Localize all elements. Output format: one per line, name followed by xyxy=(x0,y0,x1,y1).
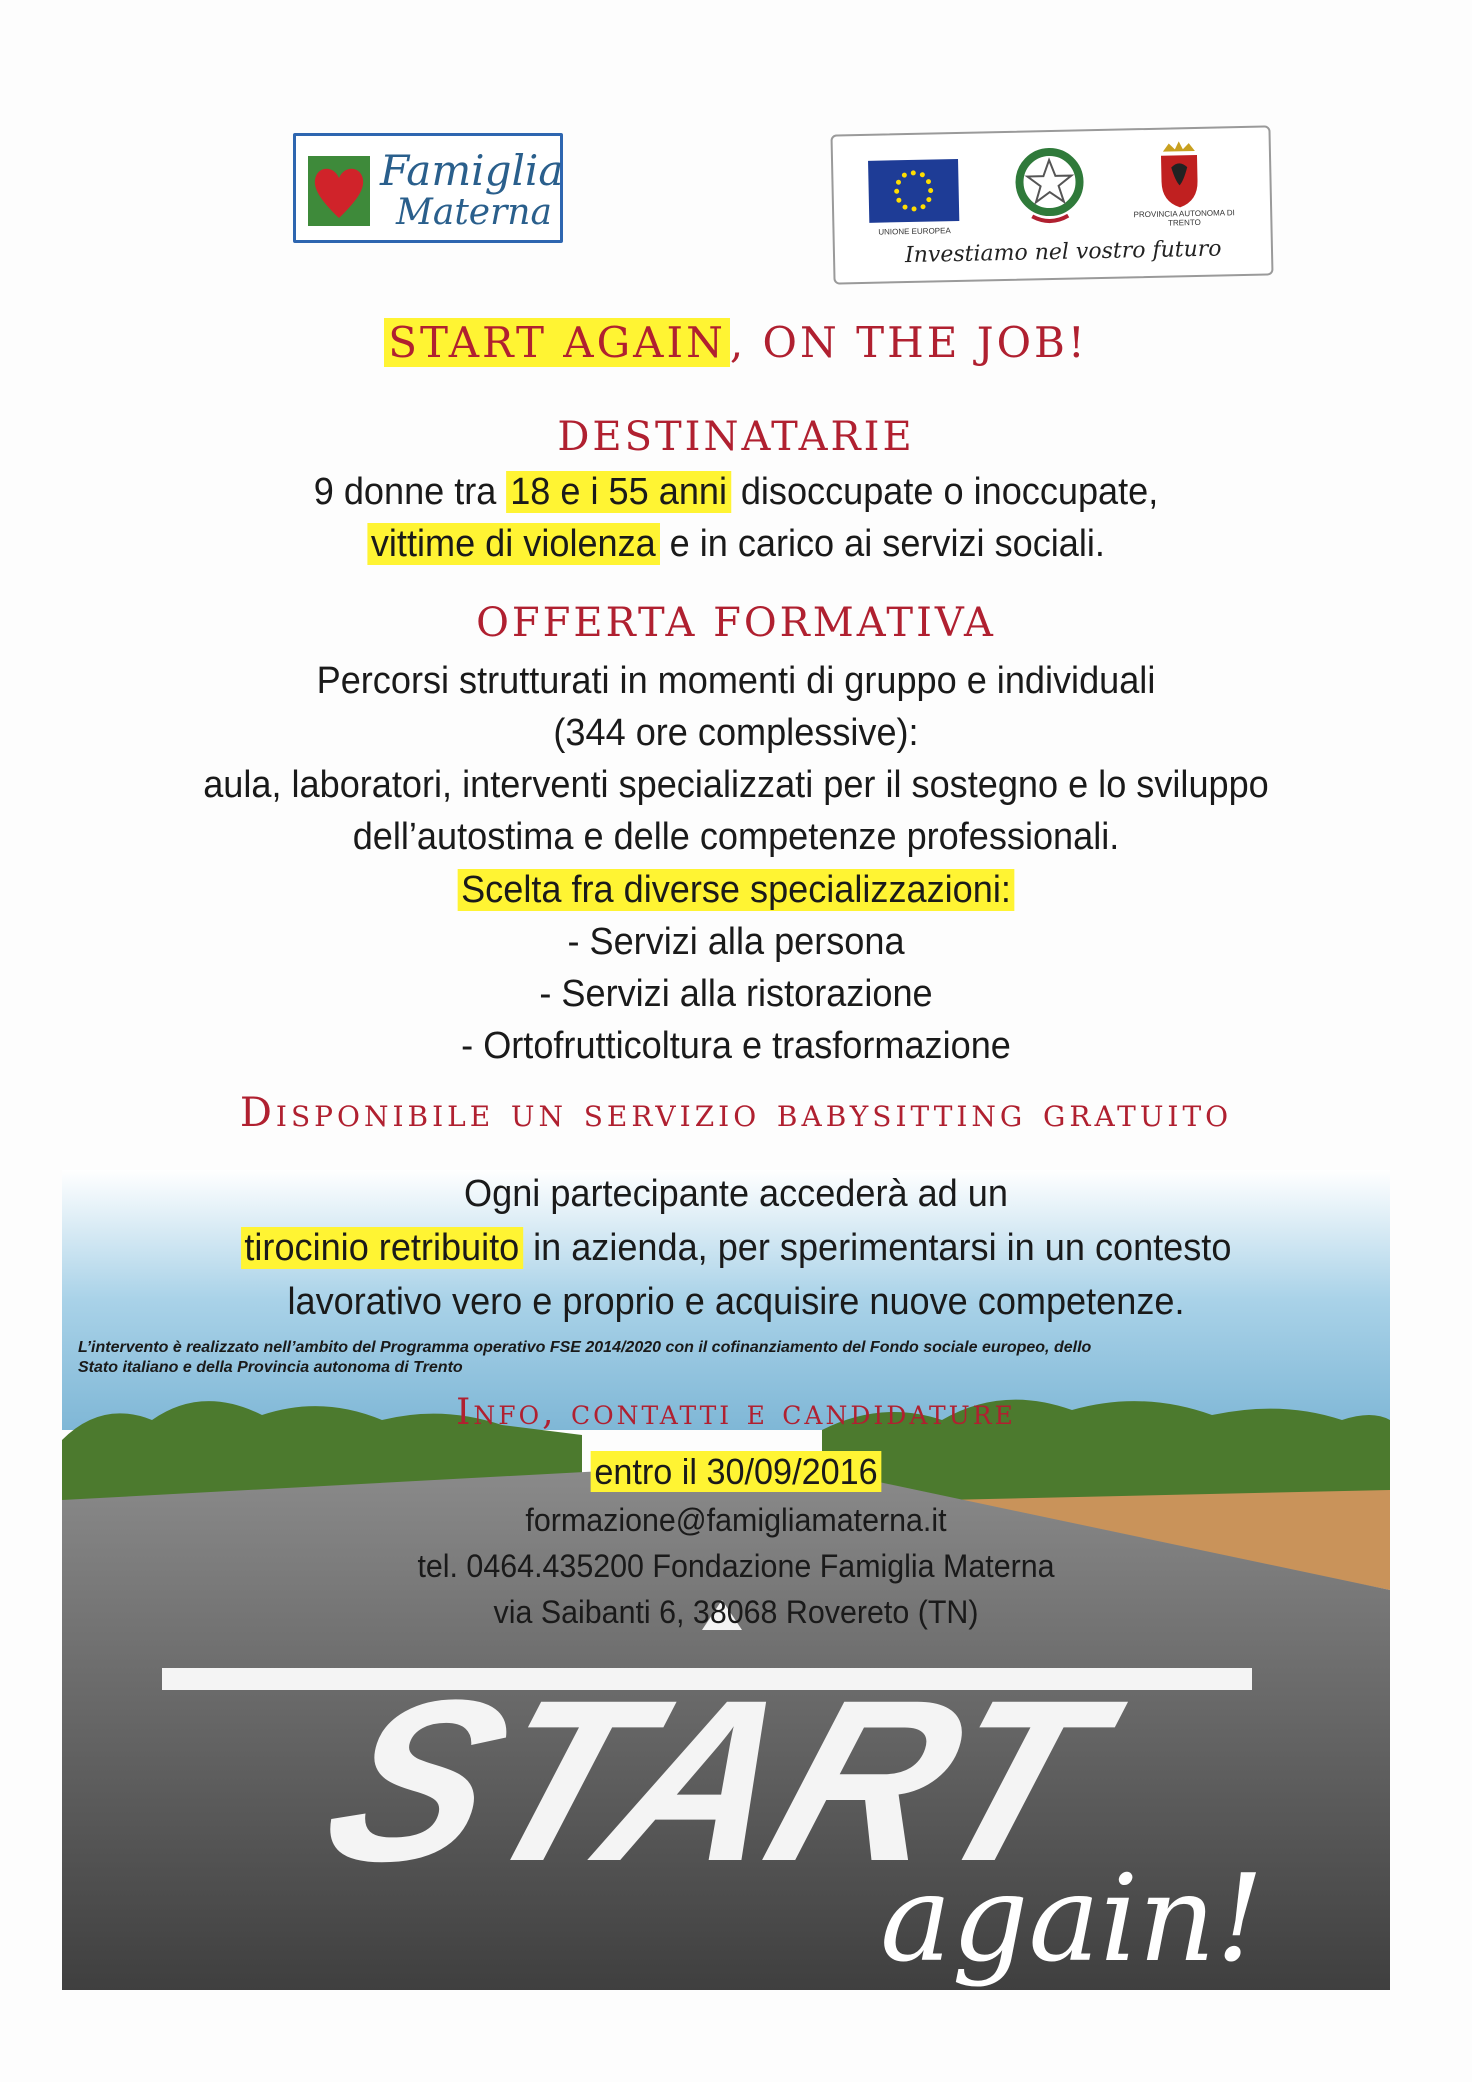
famiglia-materna-logo xyxy=(293,133,563,243)
tirocinio-line3: lavorativo vero e proprio e acquisire nuove competenze. xyxy=(287,1281,1185,1323)
provincia-caption: PROVINCIA AUTONOMA DI TRENTO xyxy=(1133,208,1235,228)
disclaimer-line1: L’intervento è realizzato nell’ambito del Programma operativo FSE 2014/2020 con il cofinanziamento del Fondo sociale europeo, dello xyxy=(78,1339,1092,1356)
title-highlight: START AGAIN xyxy=(384,318,730,367)
specializzazione-item: - Servizi alla ristorazione xyxy=(539,973,933,1015)
partner-logos-box xyxy=(830,125,1273,284)
provincia-trento-crest-icon xyxy=(1153,141,1206,210)
text-span: in azienda, per sperimentarsi in un contesto xyxy=(523,1227,1232,1269)
offerta-line2: (344 ore complessive): xyxy=(553,712,919,754)
deadline-line xyxy=(37,1446,1435,1498)
tirocinio-line2 xyxy=(37,1222,1435,1274)
disclaimer-line2: Stato italiano e della Provincia autonoma di Trento xyxy=(78,1359,463,1376)
specializzazione-item: - Ortofrutticoltura e trasformazione xyxy=(461,1025,1011,1067)
logo-text-line2: Materna xyxy=(396,192,552,233)
text-span: 9 donne tra xyxy=(313,471,507,513)
violenza-highlight: vittime di violenza xyxy=(367,523,660,565)
offerta-line4: dell’autostima e delle competenze professionali. xyxy=(352,816,1120,858)
eu-flag-icon xyxy=(868,159,959,223)
offerta-line3: aula, laboratori, interventi specializzati per il sostegno e lo sviluppo xyxy=(203,764,1269,806)
road-word-start: START xyxy=(298,1652,1128,1910)
address: via Saibanti 6, 38068 Rovereto (TN) xyxy=(493,1594,979,1630)
specializzazioni-highlight: Scelta fra diverse specializzazioni: xyxy=(457,869,1014,911)
info-heading: Info, contatti e candidature xyxy=(456,1392,1016,1433)
tirocinio-line1: Ogni partecipante accederà ad un xyxy=(464,1173,1008,1215)
page-title xyxy=(0,318,1472,367)
specializzazione-item: - Servizi alla persona xyxy=(567,921,905,963)
disclaimer xyxy=(78,1338,1398,1378)
destinatarie-line1 xyxy=(37,466,1435,518)
babysitting-banner: Disponibile un servizio babysitting gratuito xyxy=(239,1090,1233,1136)
text-span: e in carico ai servizi sociali. xyxy=(659,523,1105,565)
destinatarie-heading: DESTINATARIE xyxy=(557,414,915,460)
italian-emblem-icon xyxy=(1013,145,1087,226)
deadline-highlight: entro il 30/09/2016 xyxy=(591,1451,882,1492)
slogan: Investiamo nel vostro futuro xyxy=(904,236,1222,269)
text-span: disoccupate o inoccupate, xyxy=(730,471,1159,513)
road-word-again: again! xyxy=(880,1850,1264,1989)
destinatarie-line2 xyxy=(37,518,1435,570)
title-rest: , ON THE JOB! xyxy=(729,318,1088,367)
logo-text-line1: Famiglia xyxy=(380,146,564,195)
heart-icon xyxy=(308,156,370,226)
offerta-heading: OFFERTA FORMATIVA xyxy=(476,600,996,646)
tirocinio-highlight: tirocinio retribuito xyxy=(241,1227,523,1269)
email[interactable]: formazione@famigliamaterna.it xyxy=(525,1502,947,1538)
eu-caption: UNIONE EUROPEA xyxy=(878,226,951,237)
offerta-line1: Percorsi strutturati in momenti di gruppo e individuali xyxy=(316,660,1156,702)
specializzazioni-line xyxy=(37,864,1435,916)
phone: tel. 0464.435200 Fondazione Famiglia Materna xyxy=(417,1548,1055,1584)
age-highlight: 18 e i 55 anni xyxy=(506,471,730,513)
